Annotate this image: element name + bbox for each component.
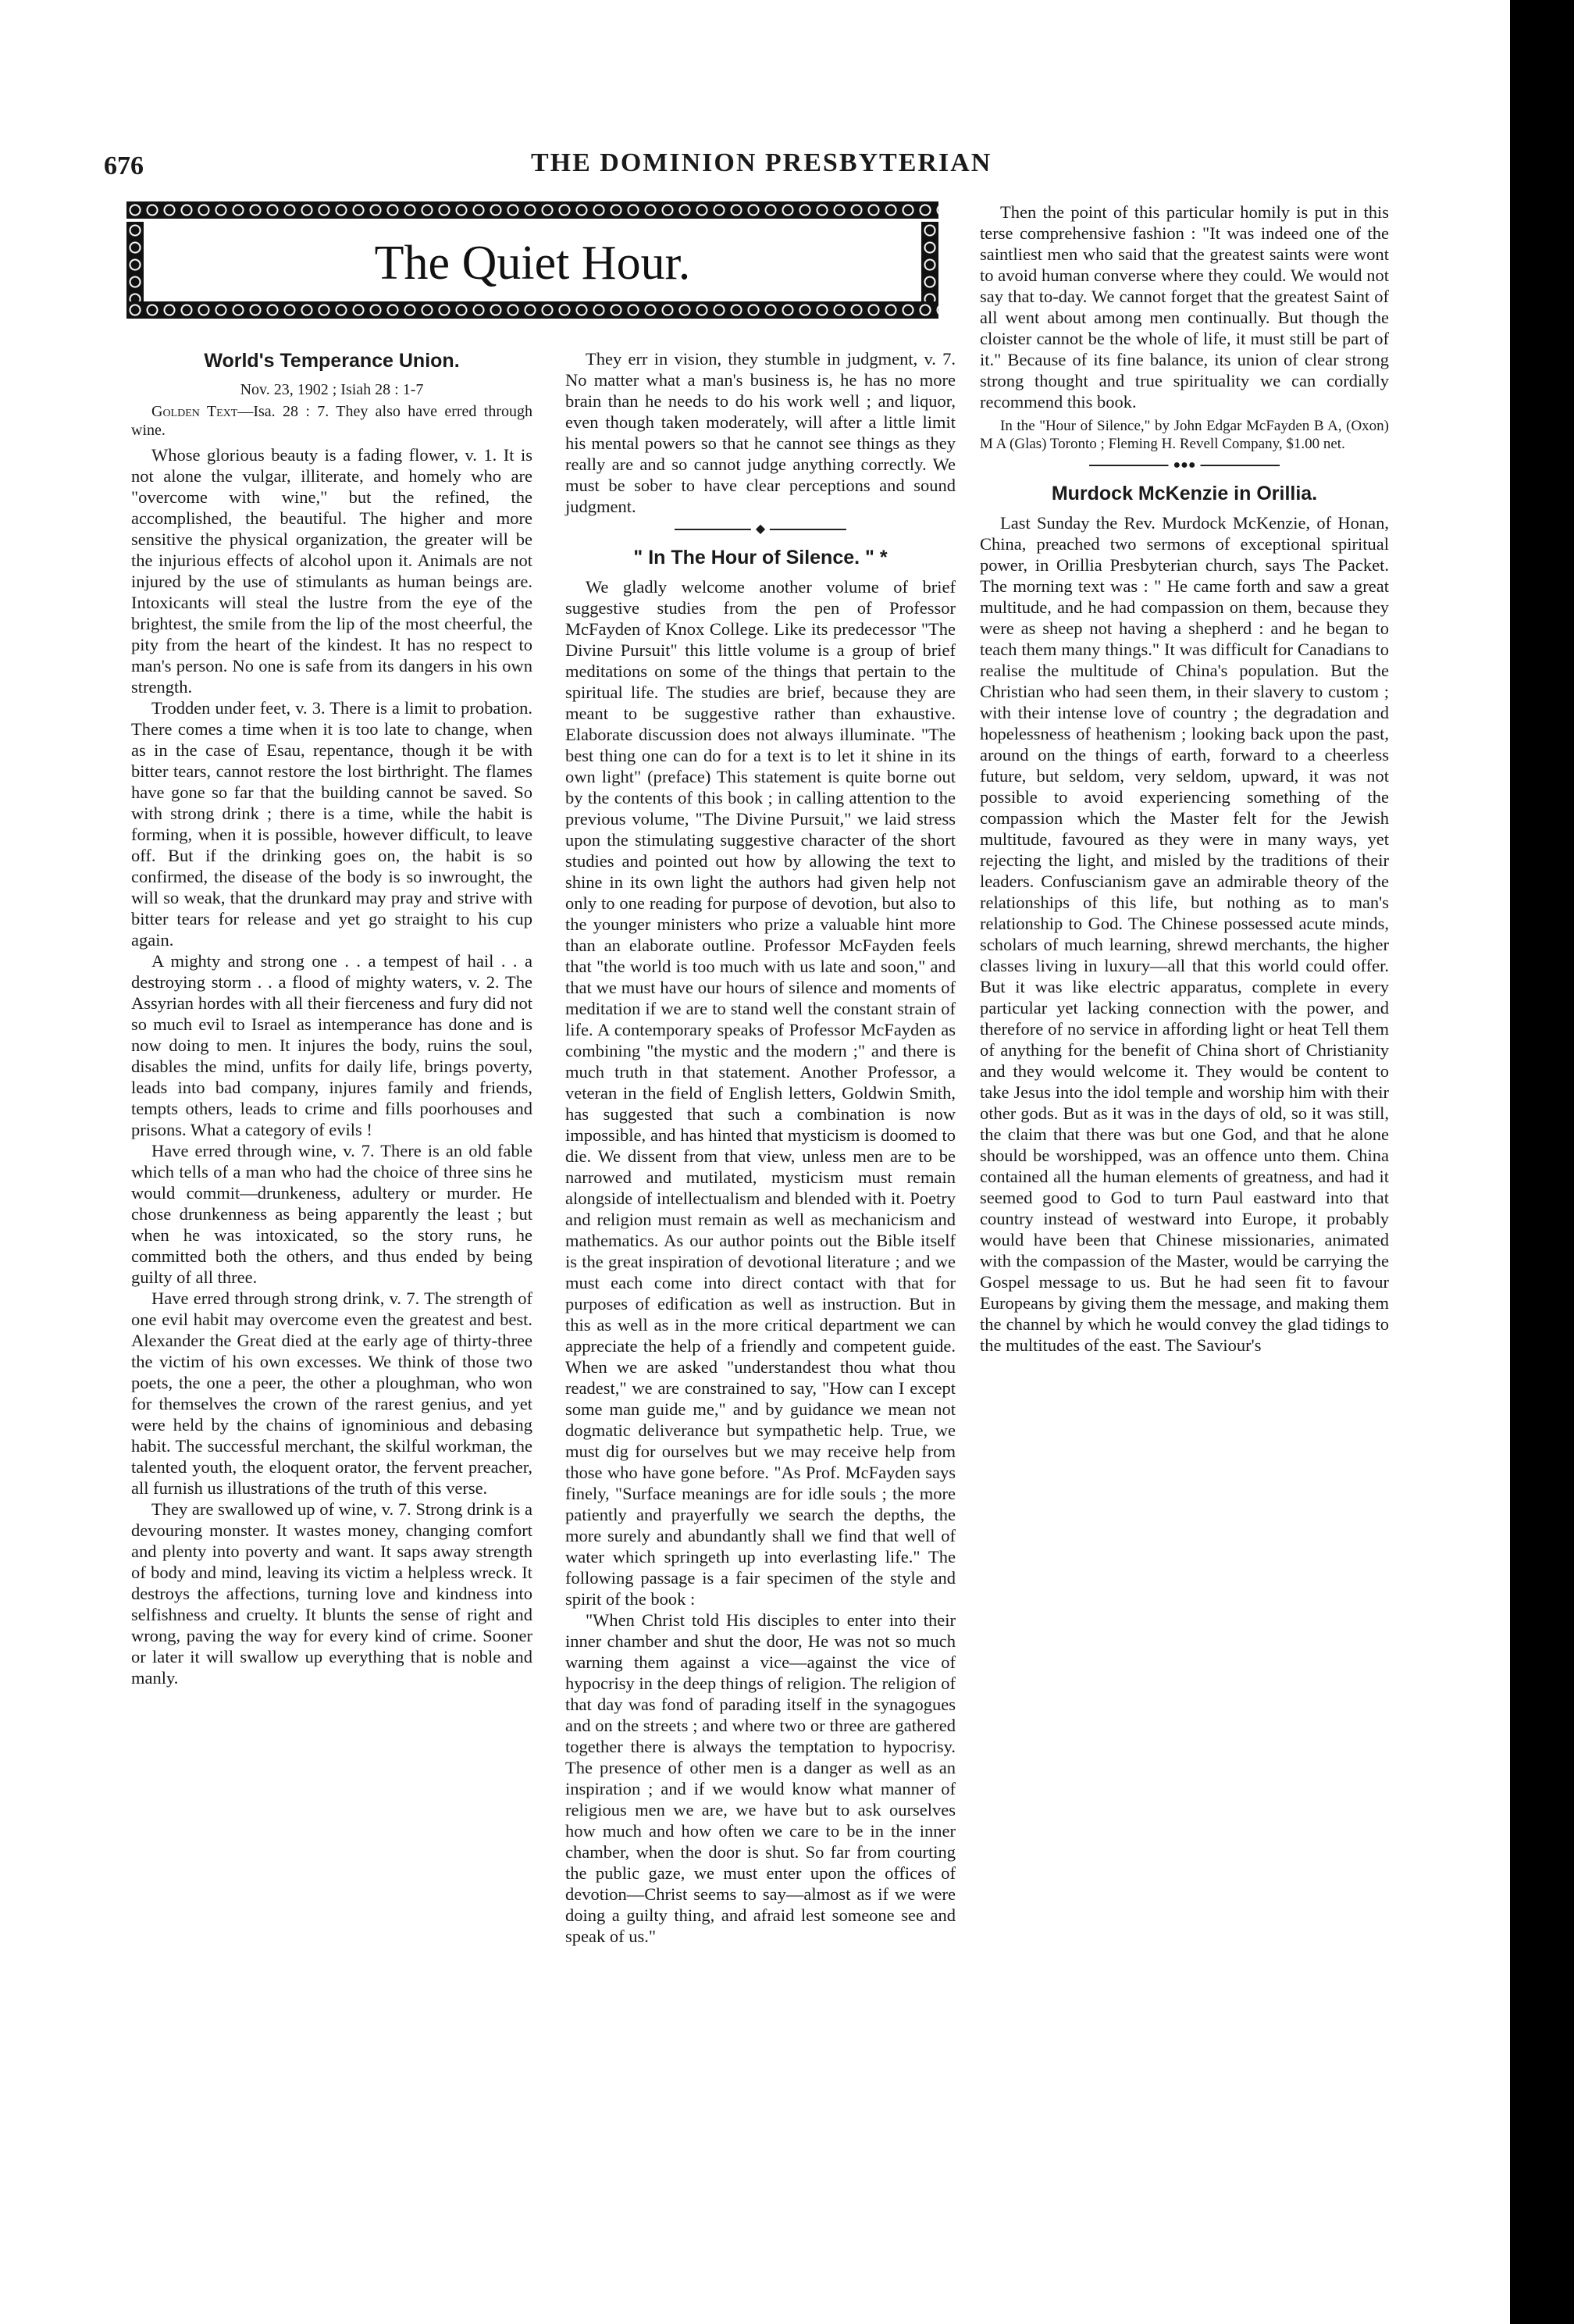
article-title-silence: " In The Hour of Silence. " * bbox=[633, 547, 888, 569]
column-3 bbox=[980, 201, 1389, 1356]
ornament-border-bottom bbox=[126, 301, 938, 319]
department-title: The Quiet Hour. bbox=[374, 237, 691, 290]
department-banner bbox=[126, 201, 938, 319]
paragraph: Last Sunday the Rev. Murdock McKenzie, of Honan, China, preached two sermons of exceptional spiritual power, in Orillia Presbyterian church, says The Packet. The morning text was : " He came forth and saw a great multitude, and he had compassion on them, because they were as sheep not having a shepherd : and he began to teach them many things." It was difficult for Canadians to realise the multitude of China's population. But the Christian who had seen them, in their slavery to custom ; with their intense love of country ; the degradation and hopelessness of heathenism ; looking back upon the past, around on the things of earth, forward to a cheerless future, but seldom, very seldom, upward, it was not possible to avoid experiencing something of the compassion which the Master felt for the Jewish multitude, favoured as they were in many ways, yet rejecting the light, and misled by the traditions of their leaders. Confuscianism gave an admirable theory of the relationships of this life, but nothing as to man's relationship to God. The Chinese possessed acute minds, scholars of much learning, shrewd merchants, the higher classes living in luxury—all that this world could offer. But it was like electric apparatus, complete in every particular yet lacking connection with the power, and therefore of no service in affording light or heat Tell them of anything for the benefit of China short of Christianity and they would welcome it. They would be content to take Jesus into the idol temple and worship him with their other gods. But as it was in the days of old, so it was still, the claim that there was but one God, and that he alone should be worshipped, was an offence unto them. China contained all the human elements of greatness, and had it seemed good to God to turn Paul eastward into that country instead of westward into Europe, it probably would have been that Chinese missionaries, animated with the compassion of the Master, would be carrying the Gospel message to us. But he had seen fit to favour Europeans by giving them the message, and making them the channel by which he would convey the glad tidings to the multitudes of the east. The Saviour's bbox=[980, 513, 1389, 1355]
column-1 bbox=[131, 348, 532, 1688]
scan-edge bbox=[1510, 0, 1574, 2324]
ornament-border-top bbox=[126, 201, 938, 219]
paragraph: Have erred through wine, v. 7. There is an old fable which tells of a man who had the choice of three sins he would commit—drunkeness, adultery or murder. He chose drunkenness as being apparently the least ; but when he was intoxicated, so the story runs, he committed both the others, and thus ended by being guilty of all three. bbox=[131, 1141, 532, 1287]
paragraph: "When Christ told His disciples to enter into their inner chamber and shut the door, He was not so much warning them against a vice—against the vice of hypocrisy in the deep things of religion. The religion of that day was fond of parading itself in the synagogues and on the streets ; and where two or three are gathered together there is always the temptation to hypocrisy. The presence of other men is a danger as well as an inspiration ; and if we would know what manner of religious men we are, we have but to ask ourselves how much and how often we care to be in the inner chamber, when the door is shut. So far from courting the public gaze, we must enter upon the offices of devotion—Christ seems to say—almost as if we were doing a guilty thing, and afraid lest someone see and speak of us." bbox=[565, 1610, 956, 1946]
book-footnote: In the "Hour of Silence," by John Edgar McFayden B A, (Oxon) M A (Glas) Toronto ; Fleming H. Revell Company, $1.00 net. bbox=[980, 418, 1389, 452]
paragraph: We gladly welcome another volume of brief suggestive studies from the pen of Professor McFayden of Knox College. Like its predecessor "The Divine Pursuit" this little volume is a group of brief meditations on some of the things that pertain to the spiritual life. The studies are brief, because they are meant to be suggestive rather than exhaustive. Elaborate discussion does not always illuminate. "The best thing one can do for a text is to let it shine in its own light" (preface) This statement is quite borne out by the contents of this book ; in calling attention to the previous volume, "The Divine Pursuit," we laid stress upon the stimulating suggestive character of the short studies and pointed out how by allowing the text to shine in its own light the authors had given help not only to one reading for purpose of devotion, but also to the younger ministers who prize a valuable hint more than an elaborate outline. Professor McFayden feels that "the world is too much with us late and soon," and that we must have our hours of silence and moments of meditation if we are to stand well the constant strain of life. A contemporary speaks of Professor McFayden as combining "the mystic and the modern ;" and there is much truth in that statement. Another Professor, a veteran in the field of English letters, Goldwin Smith, has suggested that such a combination is now impossible, and has hinted that mysticism is doomed to die. We dissent from that view, unless men are to be narrowed and mutilated, mysticism must remain alongside of intellectualism and blended with it. Poetry and religion must remain as well as mechanicism and mathematics. As our author points out the Bible itself is the great inspiration of devotional literature ; and we must each come into direct contact with that for purposes of edification as well as instruction. But in this as well as in the more critical department we can appreciate the help of a friendly and competent guide. When we are asked "understandest thou what thou readest," we are constrained to say, "How can I except some man guide me," and by guidance we mean not dogmatic deliverance but sympathetic help. True, we must dig for ourselves but we may receive help from those who have gone before. "As Prof. McFayden says finely, "Surface meanings are for idle souls ; the more patiently and prayerfully we search the depths, the more surely and abundantly shall we find that well of water which springeth up into everlasting life." The following passage is a fair specimen of the style and spirit of the book : bbox=[565, 577, 956, 1609]
golden-text bbox=[131, 402, 532, 440]
running-head: THE DOMINION PRESBYTERIAN bbox=[531, 148, 992, 177]
golden-text-body: —Isa. 28 : 7. They also have erred through wine. bbox=[131, 403, 533, 439]
column-2 bbox=[565, 348, 956, 1947]
ornament-border-left bbox=[126, 222, 144, 301]
golden-text-label: Golden Text bbox=[151, 403, 238, 420]
section-divider: ●●● bbox=[980, 458, 1389, 473]
page-number: 676 bbox=[104, 151, 144, 180]
paragraph: A mighty and strong one . . a tempest of hail . . a destroying storm . . a flood of mighty waters, v. 2. The Assyrian hordes with all their fierceness and fury did not so much evil to Israel as intemperance has done and is now doing to men. It injures the body, ruins the soul, disables the mind, unfits for daily life, brings poverty, leads into bad company, injures family and friends, tempts others, leads to crime and fills poorhouses and prisons. What a category of evils ! bbox=[131, 951, 532, 1139]
paragraph: They err in vision, they stumble in judgment, v. 7. No matter what a man's business is, he has no more brain than he needs to do his work well ; and liquor, even though taken moderately, will after a little limit his mental powers so that he cannot see things as they really are and so cannot judge anything correctly. We must be sober to have clear perceptions and sound judgment. bbox=[565, 349, 956, 516]
paragraph: Have erred through strong drink, v. 7. The strength of one evil habit may overcome even the greatest and best. Alexander the Great died at the early age of thirty-three the victim of his own excesses. We think of those two poets, the one a peer, the other a ploughman, who won for themselves the crown of the rarest genius, and yet were held by the chains of ignominious and debasing habit. The successful merchant, the skilful workman, the talented youth, the eloquent orator, the fervent preacher, all furnish us illustrations of the truth of this verse. bbox=[131, 1289, 532, 1498]
article-title-temperance: World's Temperance Union. bbox=[204, 350, 460, 372]
paragraph: Trodden under feet, v. 3. There is a limit to probation. There comes a time when it is too late to change, when as in the case of Esau, repentance, though it be with bitter tears, cannot restore the lost birthright. The flames have gone so far that the building cannot be saved. So with strong drink ; there is a time, while the habit is forming, when it is possible, however difficult, to leave off. But if the drinking goes on, the habit is so confirmed, the disease of the body is so inwrought, the will so weak, that the drunkard may pray and strive with bitter tears for release and yet go straight to his cup again. bbox=[131, 698, 532, 950]
section-divider: ◆ bbox=[565, 522, 956, 537]
lesson-dateline: Nov. 23, 1902 ; Isiah 28 : 1-7 bbox=[240, 381, 424, 398]
article-title-mckenzie: Murdock McKenzie in Orillia. bbox=[1051, 483, 1318, 504]
paragraph: Then the point of this particular homily is put in this terse comprehensive fashion : "It was indeed one of the saintliest men who said that the greatest saints were wont to avoid human converse where they could. We would not say that to-day. We cannot forget that the greatest Saint of all went about among men continually. But though the cloister cannot be the whole of life, it must still be part of it." Because of its fine balance, its union of clear strong strong thought and true spirituality we can cordially recommend this book. bbox=[980, 202, 1389, 412]
paragraph: Whose glorious beauty is a fading flower, v. 1. It is not alone the vulgar, illiterate, and homely who are "overcome with wine," but the refined, the accomplished, the beautiful. The higher and more sensitive the physical organization, the greater will be the injurious effects of alcohol upon it. Animals are not injured by the use of stimulants as human beings are. Intoxicants will steal the lustre from the eye of the brightest, the smile from the lip of the most cheerful, the pity from the heart of the kindest. It has no respect to man's person. No one is safe from its dangers in his own strength. bbox=[131, 445, 532, 697]
ornament-border-right bbox=[921, 222, 938, 301]
paragraph: They are swallowed up of wine, v. 7. Strong drink is a devouring monster. It wastes money, changing comfort and plenty into poverty and want. It saps away strength of body and mind, leaving its victim a helpless wreck. It destroys the affections, turning love and kindness into selfishness and cruelty. It blunts the sense of right and wrong, paving the way for every kind of crime. Sooner or later it will swallow up everything that is noble and manly. bbox=[131, 1499, 532, 1688]
